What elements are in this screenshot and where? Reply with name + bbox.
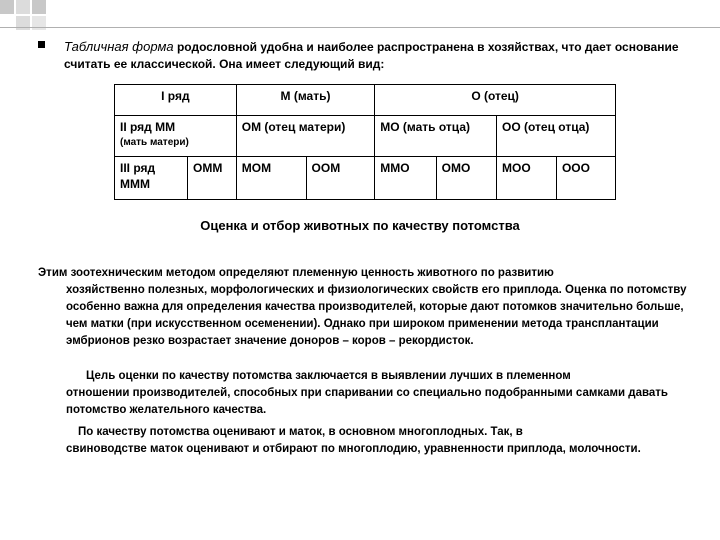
paragraph-2 [38, 368, 688, 419]
table-row [115, 157, 616, 200]
table-cell: МО (мать отца) [375, 116, 497, 157]
paragraph-first-line: Этим зоотехническим методом определяют племенную ценность животного по развитию [38, 267, 554, 279]
table-cell: III ряд МММ [115, 157, 188, 200]
section-heading: Оценка и отбор животных по качеству потомства [200, 218, 520, 233]
paragraph-continuation: хозяйственно полезных, морфологических и физиологических свойств его приплода. Оценка по потомству особенно важна для определения качества производителей, которые дают потомков значительно больше, чем матки (при искусственном осеменении). Однако при широком применении метода трансплантации эмбрионов резко возрастает значение доноров – коров – рекордисток. [66, 284, 687, 347]
deco-square [16, 0, 30, 14]
paragraph-3 [38, 424, 688, 458]
deco-square [0, 0, 14, 14]
table-row [115, 85, 616, 116]
table-cell: ОМО [436, 157, 496, 200]
cell-sub: (мать матери) [120, 137, 189, 148]
table-cell: ООО [556, 157, 615, 200]
table-cell: I ряд [115, 85, 237, 116]
decorative-header [0, 0, 720, 40]
table-cell: ОМ (отец матери) [236, 116, 375, 157]
intro-italic: Табличная форма [64, 39, 174, 54]
table-cell: ООМ [306, 157, 375, 200]
paragraph-continuation: свиноводстве маток оценивают и отбирают по многоплодию, уравненности приплода, молочности. [66, 443, 641, 455]
deco-line [0, 27, 720, 28]
paragraph-first-line: Цель оценки по качеству потомства заключается в выявлении лучших в племенном [86, 370, 571, 382]
table-cell: ММО [375, 157, 436, 200]
paragraph-1 [38, 265, 688, 350]
table-row [115, 116, 616, 157]
paragraph-continuation: отношении производителей, способных при спаривании со специально подобранными самками давать потомство желательного качества. [66, 387, 668, 416]
deco-square [32, 0, 46, 14]
pedigree-table [114, 84, 616, 200]
table-cell: О (отец) [375, 85, 616, 116]
table-cell: ОММ [188, 157, 237, 200]
table-cell: МОМ [236, 157, 306, 200]
bullet-square-icon [38, 41, 45, 48]
table-cell [115, 116, 237, 157]
paragraph-first-line: По качеству потомства оценивают и маток, в основном многоплодных. Так, в [78, 426, 523, 438]
table-cell: М (мать) [236, 85, 375, 116]
intro-paragraph [38, 38, 708, 73]
table-cell: ОО (отец отца) [497, 116, 616, 157]
cell-main: II ряд ММ [120, 120, 176, 134]
table-cell: МОО [497, 157, 557, 200]
intro-text: родословной удобна и наиболее распространена в хозяйствах, что дает основание считать ее классической. Она имеет следующий вид: [64, 40, 679, 71]
